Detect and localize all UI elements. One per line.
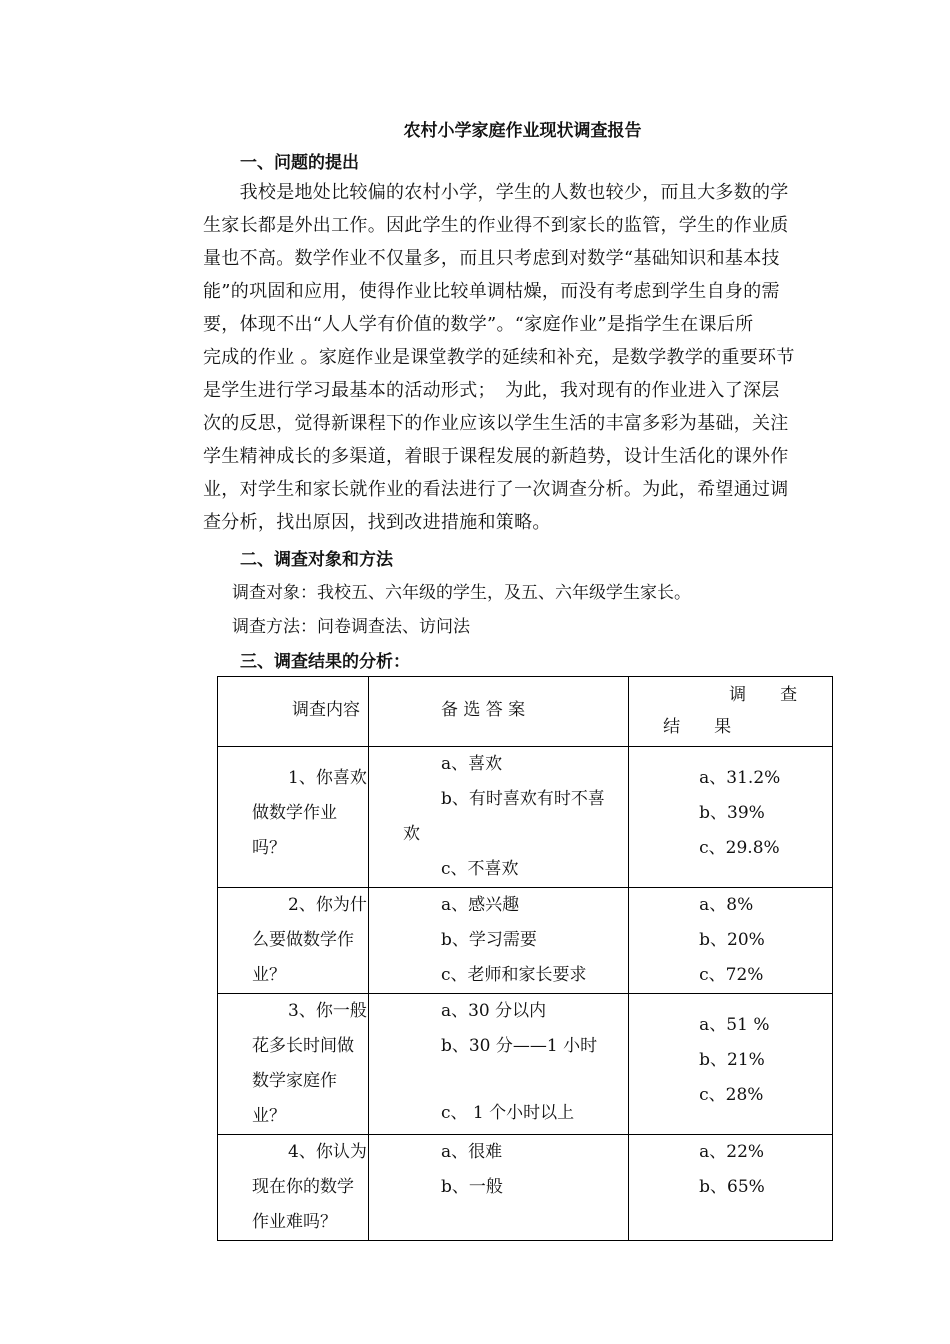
paragraph-line: 量也不高。数学作业不仅量多，而且只考虑到对数学“基础知识和基本技: [203, 248, 780, 269]
question-line: 作业难吗？: [252, 1212, 337, 1232]
result-line: c、72%: [699, 965, 764, 985]
question-line: 业？: [252, 965, 286, 985]
result-cell: [629, 747, 833, 888]
header-options-cell: [368, 677, 628, 747]
section1-heading: 一、问题的提出: [240, 153, 359, 173]
question-line: 业？: [252, 1106, 286, 1126]
document-title: 农村小学家庭作业现状调查报告: [403, 121, 642, 141]
question-cell: [218, 747, 369, 888]
question-line: 吗？: [252, 838, 286, 858]
question-cell: [218, 1135, 369, 1241]
question-line: 2、你为什: [288, 895, 367, 915]
question-cell: [218, 888, 369, 994]
options-cell: [368, 994, 628, 1135]
paragraph-line: 能”的巩固和应用，使得作业比较单调枯燥，而没有考虑到学生自身的需: [203, 281, 780, 302]
option-line: b、学习需要: [440, 930, 537, 950]
paragraph-line: 完成的作业 。家庭作业是课堂教学的延续和补充，是数学教学的重要环节: [203, 347, 795, 368]
section2-heading: 二、调查对象和方法: [240, 550, 393, 570]
header-result-line2: 结 果: [663, 717, 732, 737]
table-row: [218, 1135, 833, 1241]
question-cell: [218, 994, 369, 1135]
result-line: b、21%: [699, 1050, 765, 1070]
survey-object-text: 调查对象：我校五、六年级的学生，及五、六年级学生家长。: [232, 583, 691, 603]
section1-paragraph: [203, 176, 809, 539]
paragraph-line: 要，体现不出“人人学有价值的数学”。“家庭作业”是指学生在课后所: [203, 314, 754, 335]
result-line: a、8%: [699, 895, 754, 915]
paragraph-line: 次的反思，觉得新课程下的作业应该以学生生活的丰富多彩为基础，关注: [203, 413, 789, 434]
header-content-cell: [218, 677, 369, 747]
option-line: a、很难: [440, 1142, 503, 1162]
option-line: a、感兴趣: [440, 895, 520, 915]
option-line: 欢: [402, 824, 420, 844]
survey-method-text: 调查方法：问卷调查法、访问法: [232, 617, 470, 637]
paragraph-line: 业，对学生和家长就作业的看法进行了一次调查分析。为此，希望通过调: [203, 479, 789, 500]
question-line: 做数学作业: [252, 803, 337, 823]
result-line: c、29.8%: [699, 838, 780, 858]
section3-heading: 三、调查结果的分析：: [240, 652, 410, 672]
table-row: [218, 994, 833, 1135]
question-line: 1、你喜欢: [288, 768, 367, 788]
question-line: 花多长时间做: [252, 1036, 354, 1056]
option-line: b、一般: [440, 1177, 503, 1197]
option-line: b、有时喜欢有时不喜: [440, 789, 605, 809]
header-result-cell: [629, 677, 833, 747]
question-line: 现在你的数学: [252, 1177, 354, 1197]
table-header-row: [218, 677, 833, 747]
option-line: a、30 分以内: [440, 1001, 547, 1021]
table-row: [218, 747, 833, 888]
question-line: 么要做数学作: [252, 930, 354, 950]
paragraph-line: 查分析，找出原因，找到改进措施和策略。: [203, 512, 551, 533]
result-cell: [629, 994, 833, 1135]
header-result-line1: 调 查: [729, 685, 798, 705]
header-options-label: 备 选 答 案: [440, 700, 526, 720]
paragraph-line: 学生精神成长的多渠道，着眼于课程发展的新趋势，设计生活化的课外作: [203, 446, 789, 467]
question-line: 数学家庭作: [252, 1071, 337, 1091]
option-line: c、老师和家长要求: [440, 965, 587, 985]
result-cell: [629, 888, 833, 994]
option-line: c、不喜欢: [440, 859, 519, 879]
result-line: b、20%: [699, 930, 765, 950]
paragraph-line: 生家长都是外出工作。因此学生的作业得不到家长的监管，学生的作业质: [203, 215, 789, 236]
result-line: a、51 %: [699, 1015, 770, 1035]
table-row: [218, 888, 833, 994]
options-cell: [368, 1135, 628, 1241]
result-cell: [629, 1135, 833, 1241]
options-cell: [368, 747, 628, 888]
survey-results-table: [217, 676, 833, 1241]
header-content-label: 调查内容: [292, 700, 360, 720]
result-line: b、39%: [699, 803, 765, 823]
option-line: a、喜欢: [440, 754, 503, 774]
options-cell: [368, 888, 628, 994]
paragraph-line: 我校是地处比较偏的农村小学，学生的人数也较少，而且大多数的学: [203, 182, 789, 203]
option-line: c、 1 个小时以上: [440, 1103, 575, 1123]
paragraph-line: 是学生进行学习最基本的活动形式； 为此，我对现有的作业进入了深层: [203, 380, 780, 401]
question-line: 3、你一般: [288, 1001, 367, 1021]
result-line: c、28%: [699, 1085, 764, 1105]
option-line: b、30 分——1 小时: [440, 1036, 598, 1056]
result-line: a、22%: [699, 1142, 765, 1162]
result-line: a、31.2%: [699, 768, 781, 788]
question-line: 4、你认为: [288, 1142, 367, 1162]
result-line: b、65%: [699, 1177, 765, 1197]
